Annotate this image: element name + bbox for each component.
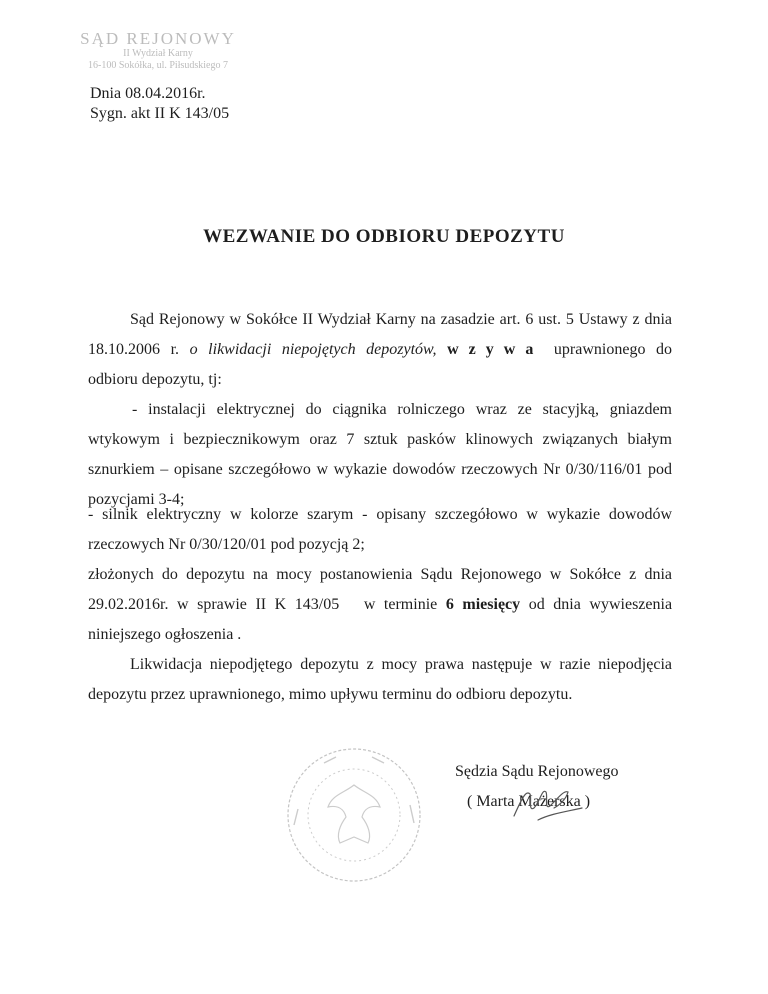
act-title: o likwidacji niepojętych depozytów, (189, 341, 437, 358)
document-date: Dnia 08.04.2016r. (90, 85, 206, 102)
deposit-item-2: - silnik elektryczny w kolorze szarym - opisany szczegółowo w wykazie dowodów rzeczowych Nr 0/30/120/01 pod pozycją 2; (88, 506, 672, 553)
paragraph-summons (88, 305, 672, 395)
stamp-court-name: SĄD REJONOWY (80, 29, 236, 48)
stamp-department: II Wydział Karny (123, 48, 193, 59)
deposit-item-1: - instalacji elektrycznej do ciągnika rolniczego wraz ze stacyjką, gniazdem wtykowym i bezpiecznikowym oraz 7 sztuk pasków klinowych związanych białym sznurkiem – opisane szczegółowo w wykazie dowodów rzeczowych Nr 0/30/116/01 pod pozycjami 3-4; (88, 401, 672, 508)
summons-end: uprawnionego do odbioru depozytu, tj: (88, 341, 673, 388)
judge-name: ( Marta Mażerska ) (467, 793, 591, 810)
deadline-period: 6 miesięcy (445, 596, 521, 613)
court-header-stamp (58, 30, 258, 71)
document-title: WEZWANIE DO ODBIORU DEPOZYTU (203, 226, 565, 247)
deadline-reference: złożonych do depozytu na mocy postanowienia Sądu Rejonowego w Sokółce z dnia 29.02.2016r. w sprawie II K 143/05 (88, 566, 672, 613)
official-seal (284, 745, 424, 885)
summons-text: Sąd Rejonowy w Sokółce II Wydział Karny na zasadzie art. 6 ust. 5 Ustawy z dnia 18.10.2006 r. (88, 311, 672, 358)
handwritten-signature (508, 778, 588, 828)
case-number: Sygn. akt II K 143/05 (90, 105, 230, 122)
paragraph-liquidation: Likwidacja niepodjętego depozytu z mocy prawa następuje w razie niepodjęcia depozytu przez uprawnionego, mimo upływu terminu do odbioru depozytu. (88, 656, 672, 703)
stamp-address: 16-100 Sokółka, ul. Piłsudskiego 7 (87, 60, 228, 71)
deadline-suffix: od dnia wywieszenia niniejszego ogłoszenia . (88, 596, 673, 643)
judge-title: Sędzia Sądu Rejonowego (455, 763, 619, 780)
deadline-prefix: w terminie (363, 596, 438, 613)
summons-keyword: wzywa (447, 341, 544, 358)
paragraph-deadline (88, 560, 672, 650)
